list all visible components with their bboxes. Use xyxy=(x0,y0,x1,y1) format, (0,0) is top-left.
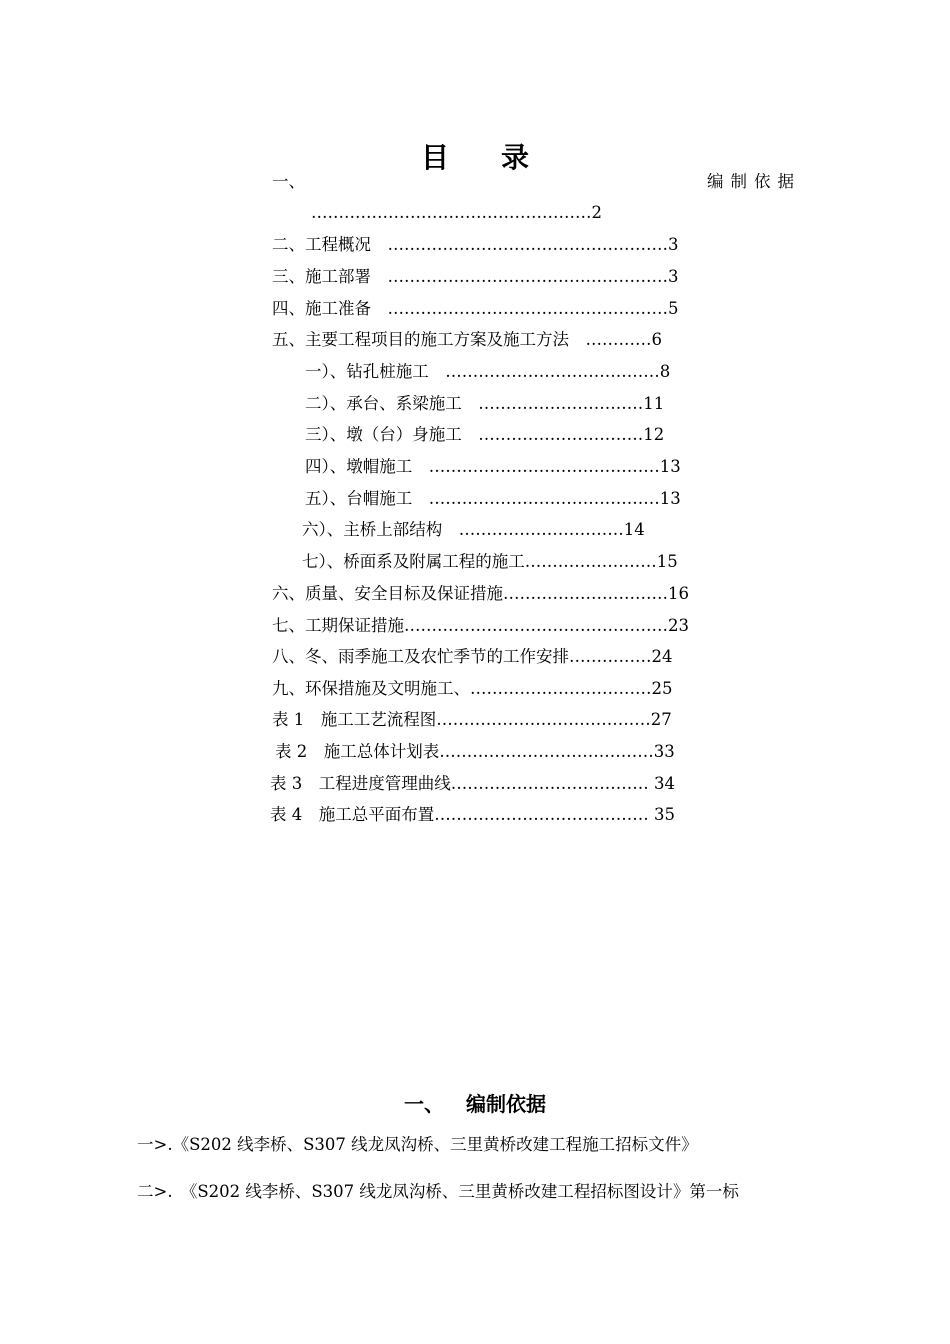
toc-entry-1-number: 一、 xyxy=(272,172,305,191)
toc-subentry: 七）、桥面系及附属工程的施工……………………15 xyxy=(302,552,678,571)
toc-subentry: 六）、主桥上部结构 …………………………14 xyxy=(302,520,645,539)
toc-entry: 四、施工准备 ……………………………………………5 xyxy=(272,299,679,318)
reference-item: 一>.《S202 线李桥、S307 线龙凤沟桥、三里黄桥改建工程施工招标文件》 xyxy=(137,1135,698,1154)
toc-subentry: 五）、台帽施工 ……………………………………13 xyxy=(305,489,681,508)
toc-entry: 七、工期保证措施…………………………………………23 xyxy=(272,616,689,635)
toc-entry: 五、主要工程项目的施工方案及施工方法 …………6 xyxy=(272,330,662,349)
section-number: 一、 xyxy=(404,1092,444,1116)
toc-entry: 六、质量、安全目标及保证措施…………………………16 xyxy=(272,584,689,603)
toc-subentry: 三）、墩（台）身施工 …………………………12 xyxy=(305,425,665,444)
toc-title: 目录 xyxy=(420,141,581,174)
toc-subentry: 一）、钻孔桩施工 …………………………………8 xyxy=(305,362,671,381)
section-heading xyxy=(0,1088,950,1117)
toc-table-entry: 表 4 施工总平面布置………………………………… 35 xyxy=(270,805,675,824)
toc-entry: 二、工程概况 ……………………………………………3 xyxy=(272,235,679,254)
toc-entry-1-title: 编制依据 xyxy=(707,172,801,191)
toc-table-entry: 表 3 工程进度管理曲线……………………………… 34 xyxy=(270,774,675,793)
toc-entry: 八、冬、雨季施工及农忙季节的工作安排……………24 xyxy=(272,647,673,666)
toc-entry-1-page: ……………………………………………2 xyxy=(311,203,602,222)
section-title: 编制依据 xyxy=(466,1092,546,1116)
toc-subentry: 二）、承台、系梁施工 …………………………11 xyxy=(305,394,665,413)
toc-entry: 三、施工部署 ……………………………………………3 xyxy=(272,267,679,286)
toc-table-entry: 表 1 施工工艺流程图…………………………………27 xyxy=(272,710,672,729)
toc-table-entry: 表 2 施工总体计划表…………………………………33 xyxy=(275,742,675,761)
toc-entry: 九、环保措施及文明施工、……………………………25 xyxy=(272,679,673,698)
toc-subentry: 四）、墩帽施工 ……………………………………13 xyxy=(305,457,681,476)
reference-item: 二>. 《S202 线李桥、S307 线龙凤沟桥、三里黄桥改建工程招标图设计》第一标 xyxy=(137,1182,739,1201)
